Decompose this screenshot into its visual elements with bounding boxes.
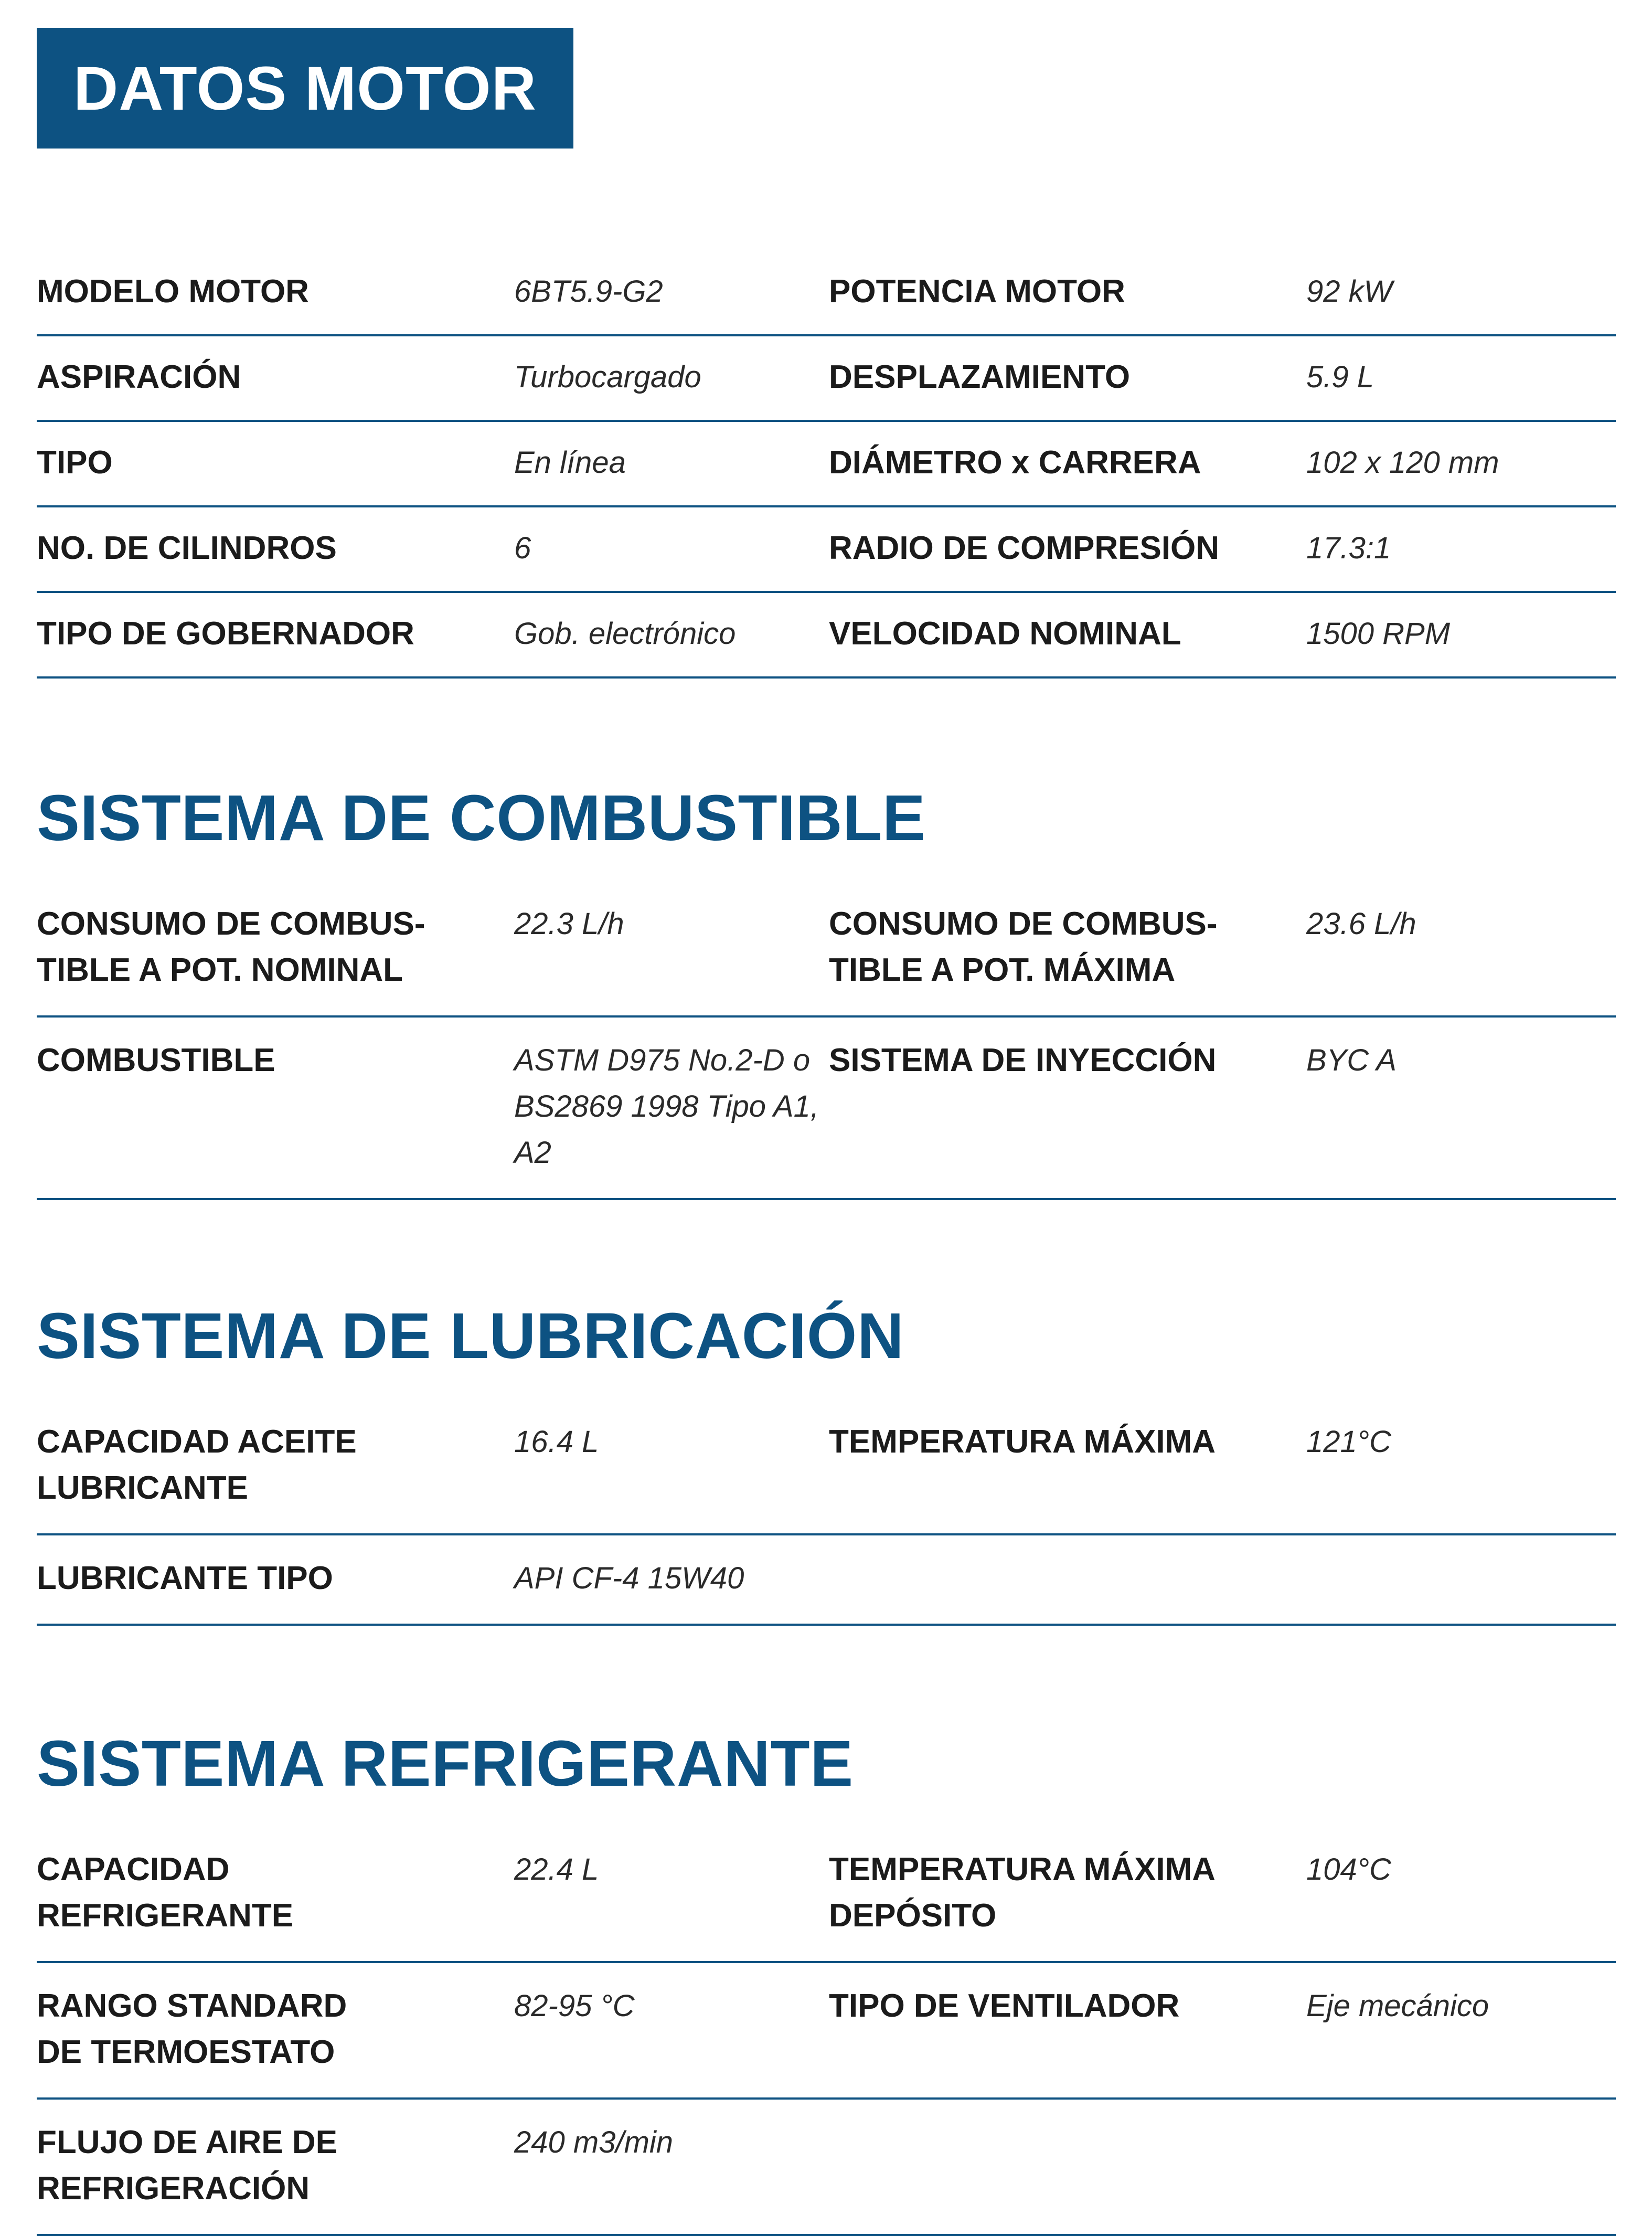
section-heading-lubrication: SISTEMA DE LUBRICACIÓN	[37, 1300, 904, 1372]
spec-label: TEMPERATURA MÁXIMA	[829, 1424, 1216, 1460]
table-row	[37, 881, 1616, 1016]
spec-value: En línea	[514, 446, 626, 480]
spec-label	[37, 2099, 514, 2235]
spec-value: 104°C	[1306, 1852, 1391, 1887]
spec-value: 5.9 L	[1306, 360, 1374, 394]
spec-label-line: DEPÓSITO	[829, 1898, 997, 1934]
spec-label: TIPO DE VENTILADOR	[829, 1988, 1180, 2024]
spec-label: SISTEMA DE INYECCIÓN	[829, 1042, 1217, 1078]
spec-label	[37, 1399, 514, 1534]
spec-label: LUBRICANTE TIPO	[37, 1560, 333, 1596]
spec-label: POTENCIA MOTOR	[829, 273, 1125, 310]
spec-label-line: LUBRICANTE	[37, 1470, 248, 1506]
spec-label-line: FLUJO DE AIRE DE	[37, 2124, 337, 2160]
table-row	[37, 2099, 1616, 2235]
spec-label: COMBUSTIBLE	[37, 1042, 275, 1078]
spec-sheet	[37, 28, 1616, 2236]
spec-label-line: CONSUMO DE COMBUS-	[37, 906, 425, 942]
spec-label: ASPIRACIÓN	[37, 359, 241, 395]
spec-value: 6	[514, 531, 531, 565]
spec-value: 92 kW	[1306, 274, 1393, 309]
spec-label: DIÁMETRO x CARRERA	[829, 444, 1201, 481]
spec-label-line: REFRIGERACIÓN	[37, 2170, 310, 2207]
spec-value: 102 x 120 mm	[1306, 446, 1499, 480]
motor-spec-table	[37, 251, 1616, 679]
table-row	[37, 421, 1616, 506]
spec-label: TIPO	[37, 444, 113, 481]
spec-label	[829, 881, 1306, 1016]
spec-value: 16.4 L	[514, 1425, 599, 1459]
fuel-spec-table	[37, 881, 1616, 1200]
spec-value: 22.4 L	[514, 1852, 599, 1887]
spec-label-line: TEMPERATURA MÁXIMA	[829, 1851, 1216, 1888]
spec-label: RADIO DE COMPRESIÓN	[829, 530, 1220, 566]
spec-label: DESPLAZAMIENTO	[829, 359, 1131, 395]
spec-value: Turbocargado	[514, 360, 701, 394]
spec-value: API CF-4 15W40	[514, 1561, 744, 1595]
table-row	[37, 1399, 1616, 1534]
table-row	[37, 506, 1616, 592]
spec-label-line: CAPACIDAD	[37, 1851, 230, 1888]
spec-value-empty	[1306, 2099, 1616, 2235]
spec-label-line: REFRIGERANTE	[37, 1898, 294, 1934]
spec-label: MODELO MOTOR	[37, 273, 309, 310]
spec-value: 17.3:1	[1306, 531, 1391, 565]
spec-label-empty	[829, 1534, 1306, 1625]
section-heading-cooling: SISTEMA REFRIGERANTE	[37, 1728, 854, 1800]
spec-label: NO. DE CILINDROS	[37, 530, 337, 566]
table-row	[37, 1016, 1616, 1199]
section-heading-fuel: SISTEMA DE COMBUSTIBLE	[37, 782, 926, 854]
spec-label-line: TIBLE A POT. MÁXIMA	[829, 952, 1176, 988]
spec-value: 1500 RPM	[1306, 617, 1451, 651]
spec-value: 23.6 L/h	[1306, 907, 1416, 941]
spec-label-line: DE TERMOESTATO	[37, 2034, 335, 2070]
spec-label-line: RANGO STANDARD	[37, 1988, 347, 2024]
table-row	[37, 592, 1616, 677]
spec-value	[514, 1016, 829, 1199]
table-row	[37, 251, 1616, 335]
spec-label	[37, 1827, 514, 1962]
spec-label: TIPO DE GOBERNADOR	[37, 616, 414, 652]
page-title: DATOS MOTOR	[37, 28, 573, 149]
spec-value: 22.3 L/h	[514, 907, 624, 941]
spec-value: BYC A	[1306, 1043, 1397, 1077]
spec-label: VELOCIDAD NOMINAL	[829, 616, 1181, 652]
table-row	[37, 1534, 1616, 1625]
spec-label	[37, 881, 514, 1016]
spec-label-line: CONSUMO DE COMBUS-	[829, 906, 1218, 942]
spec-value: 82-95 °C	[514, 1989, 635, 2023]
table-row	[37, 1962, 1616, 2099]
spec-label-line: CAPACIDAD ACEITE	[37, 1424, 357, 1460]
cooling-spec-table	[37, 1827, 1616, 2236]
spec-value-empty	[1306, 1534, 1616, 1625]
table-row	[37, 335, 1616, 421]
lubrication-spec-table	[37, 1399, 1616, 1626]
spec-value: Eje mecánico	[1306, 1989, 1489, 2023]
spec-label	[37, 1962, 514, 2099]
spec-value: 121°C	[1306, 1425, 1391, 1459]
spec-value-line: BS2869 1998 Tipo A1, A2	[514, 1089, 819, 1170]
spec-value: 240 m3/min	[514, 2125, 674, 2159]
spec-label	[829, 1827, 1306, 1962]
spec-label-empty	[829, 2099, 1306, 2235]
spec-label-line: TIBLE A POT. NOMINAL	[37, 952, 403, 988]
spec-value: 6BT5.9-G2	[514, 274, 663, 309]
spec-value: Gob. electrónico	[514, 617, 736, 651]
spec-value-line: ASTM D975 No.2-D o	[514, 1043, 811, 1077]
table-row	[37, 1827, 1616, 1962]
